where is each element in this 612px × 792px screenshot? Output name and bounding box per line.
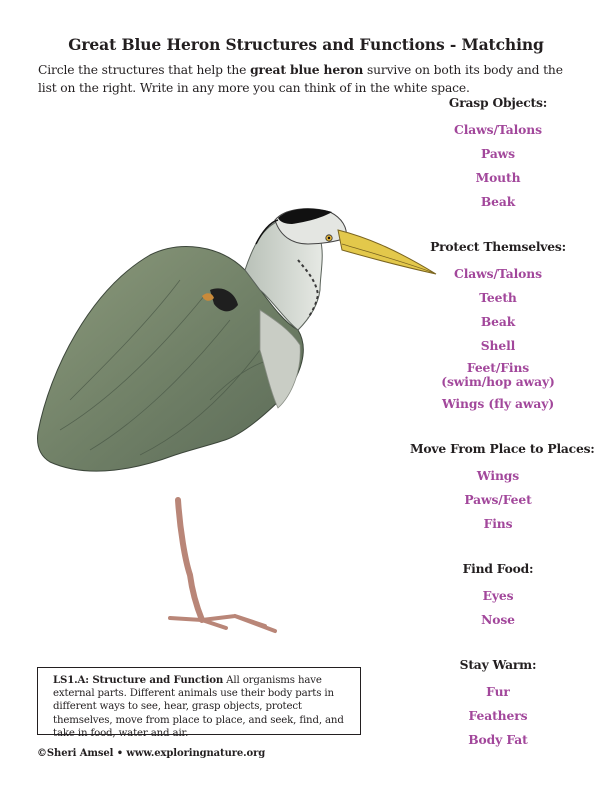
- option-feet-fins-label: Feet/Fins: [466, 360, 530, 375]
- group-grasp-objects: [410, 94, 586, 214]
- option-paws-feet[interactable]: Paws/Feet: [464, 492, 532, 507]
- option-fur[interactable]: Fur: [486, 684, 510, 699]
- group-stay-warm: [410, 656, 586, 752]
- matching-lists: [410, 94, 595, 752]
- option-feet-fins-note: (swim/hop away): [441, 374, 555, 389]
- option-eyes[interactable]: Eyes: [482, 588, 514, 603]
- option-feet-fins[interactable]: [410, 358, 586, 392]
- standard-text: All organisms have external parts. Different animals use their body parts in different ways to see, hear, grasp objects, protect themselves, move from place to place, and seek, find, and take in food, water and air.: [53, 675, 344, 739]
- group-heading: Protect Themselves:: [430, 239, 566, 254]
- instructions: [38, 61, 578, 97]
- heron-illustration: [30, 200, 450, 650]
- option-body-fat[interactable]: Body Fat: [468, 732, 528, 747]
- credit-line: ©Sheri Amsel • www.exploringnature.org: [37, 748, 266, 759]
- group-heading: Stay Warm:: [459, 657, 537, 672]
- option-shell[interactable]: Shell: [480, 338, 516, 353]
- option-mouth[interactable]: Mouth: [475, 170, 521, 185]
- option-beak[interactable]: Beak: [480, 194, 516, 209]
- group-heading: Find Food:: [462, 561, 534, 576]
- heron-pupil: [328, 237, 330, 239]
- option-wings[interactable]: Wings: [476, 468, 520, 483]
- option-feathers[interactable]: Feathers: [468, 708, 528, 723]
- group-move: [410, 440, 595, 536]
- group-heading: Move From Place to Places:: [410, 441, 595, 456]
- group-heading: Grasp Objects:: [448, 95, 548, 110]
- option-teeth[interactable]: Teeth: [479, 290, 517, 305]
- option-fins[interactable]: Fins: [483, 516, 513, 531]
- option-wings-fly-away[interactable]: Wings (fly away): [441, 396, 555, 411]
- group-protect-themselves: [410, 238, 586, 416]
- instructions-text-start: Circle the structures that help the: [38, 63, 251, 77]
- option-claws-talons[interactable]: Claws/Talons: [454, 122, 542, 137]
- option-claws-talons[interactable]: Claws/Talons: [454, 266, 542, 281]
- option-nose[interactable]: Nose: [481, 612, 515, 627]
- group-find-food: [410, 560, 586, 632]
- standard-code: LS1.A: Structure and Function: [53, 674, 224, 686]
- instructions-bold-term: great blue heron: [250, 62, 364, 77]
- option-beak[interactable]: Beak: [480, 314, 516, 329]
- page-title: Great Blue Heron Structures and Functions - Matching: [68, 35, 544, 54]
- standard-box: [37, 667, 361, 739]
- instructions-text-end: survive on both its body and the list on the right. Write in any more you can think of in the white space.: [38, 63, 563, 95]
- option-paws[interactable]: Paws: [481, 146, 515, 161]
